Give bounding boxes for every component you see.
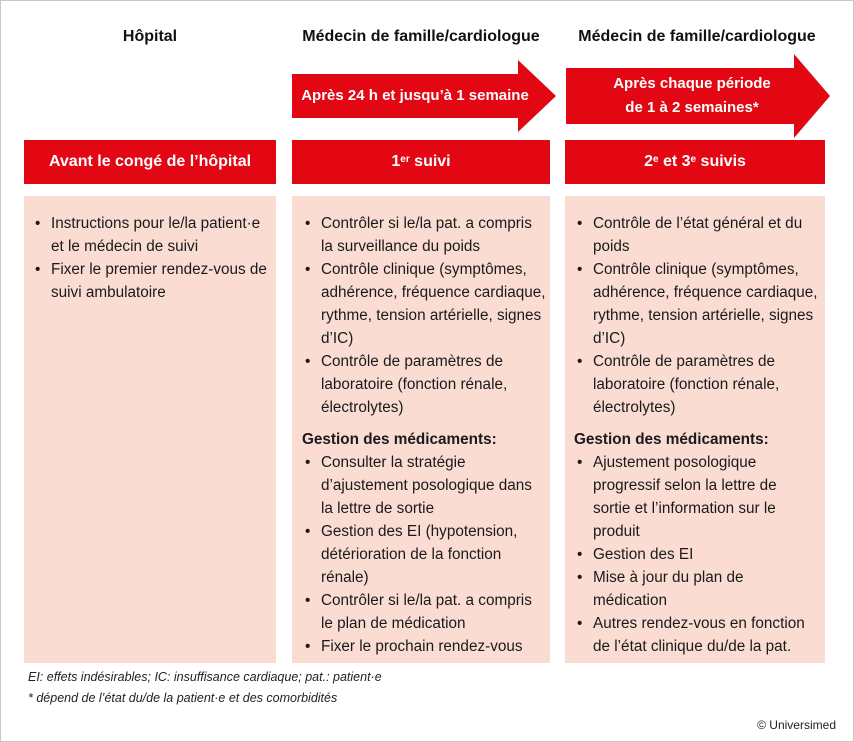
stage-bar-label: suivis [696, 153, 746, 170]
content-further-followups [574, 212, 818, 658]
medication-list [302, 451, 546, 658]
column-title-physician-2: Médecin de famille/cardiologue [578, 28, 816, 45]
list-item: • Contrôler si le/la pat. a compris le plan de médication [302, 589, 546, 635]
list-item: • Fixer le premier rendez-vous de suivi ambulatoire [32, 258, 268, 304]
stage-bar-label: suivi [409, 153, 451, 170]
timing-arrow-second [566, 54, 830, 138]
column-title-physician-1: Médecin de famille/cardiologue [302, 28, 540, 45]
footnote-asterisk: * dépend de l’état du/de la patient·e et des comorbidités [28, 691, 338, 705]
task-list [574, 212, 818, 419]
list-item: • Contrôle clinique (symptômes, adhérence, fréquence cardiaque, rythme, tension artérielle, signes d’IC) [574, 258, 818, 350]
content-first-followup [302, 212, 546, 658]
task-list [32, 212, 268, 304]
timing-arrow-second-line2: de 1 à 2 semaines* [625, 99, 759, 116]
list-item: • Contrôler si le/la pat. a compris la surveillance du poids [302, 212, 546, 258]
list-item: • Contrôle de paramètres de laboratoire (fonction rénale, électrolytes) [302, 350, 546, 419]
list-item: • Autres rendez-vous en fonction de l’état clinique du/de la pat. [574, 612, 818, 658]
list-item: • Contrôle de l’état général et du poids [574, 212, 818, 258]
task-list [302, 212, 546, 419]
medication-subheading: Gestion des médicaments: [574, 431, 769, 448]
timing-arrow-first [292, 60, 556, 132]
medication-list [574, 451, 818, 658]
list-item: • Contrôle clinique (symptômes, adhérence, fréquence cardiaque, rythme, tension artérielle, signes d’IC) [302, 258, 546, 350]
stage-bar-label: Avant le congé de l’hôpital [48, 153, 252, 170]
list-item: • Contrôle de paramètres de laboratoire (fonction rénale, électrolytes) [574, 350, 818, 419]
list-item: • Instructions pour le/la patient·e et le médecin de suivi [32, 212, 268, 258]
list-item: • Consulter la stratégie d’ajustement posologique dans la lettre de sortie [302, 451, 546, 520]
copyright-credit: © Universimed [757, 718, 836, 732]
stage-bar-discharge [24, 140, 276, 184]
timing-arrow-first-label: Après 24 h et jusqu’à 1 semaine [301, 87, 529, 104]
footnote-abbreviations: EI: effets indésirables; IC: insuffisance cardiaque; pat.: patient·e [28, 670, 382, 684]
medication-subheading: Gestion des médicaments: [302, 431, 497, 448]
column-title-hospital: Hôpital [122, 28, 178, 45]
stage-bar-number-b: et 3 [658, 153, 691, 170]
list-item: • Gestion des EI [574, 543, 818, 566]
list-item: • Fixer le prochain rendez-vous [302, 635, 546, 658]
list-item: • Mise à jour du plan de médication [574, 566, 818, 612]
list-item: • Ajustement posologique progressif selon la lettre de sortie et l’information sur le produit [574, 451, 818, 543]
arrow-shape [566, 54, 830, 138]
stage-bar-first-followup: 1 $^{er}$ suivi [292, 140, 550, 184]
content-hospital [32, 212, 268, 304]
timing-arrow-second-line1: Après chaque période [613, 75, 771, 92]
stage-bar-number-a: 2 [644, 153, 653, 170]
list-item: • Gestion des EI (hypotension, détérioration de la fonction rénale) [302, 520, 546, 589]
stage-bar-number: 1 [391, 153, 401, 170]
stage-bar-further-followups: 2 $^e$ et 3 $^e$ suivis [565, 140, 825, 184]
